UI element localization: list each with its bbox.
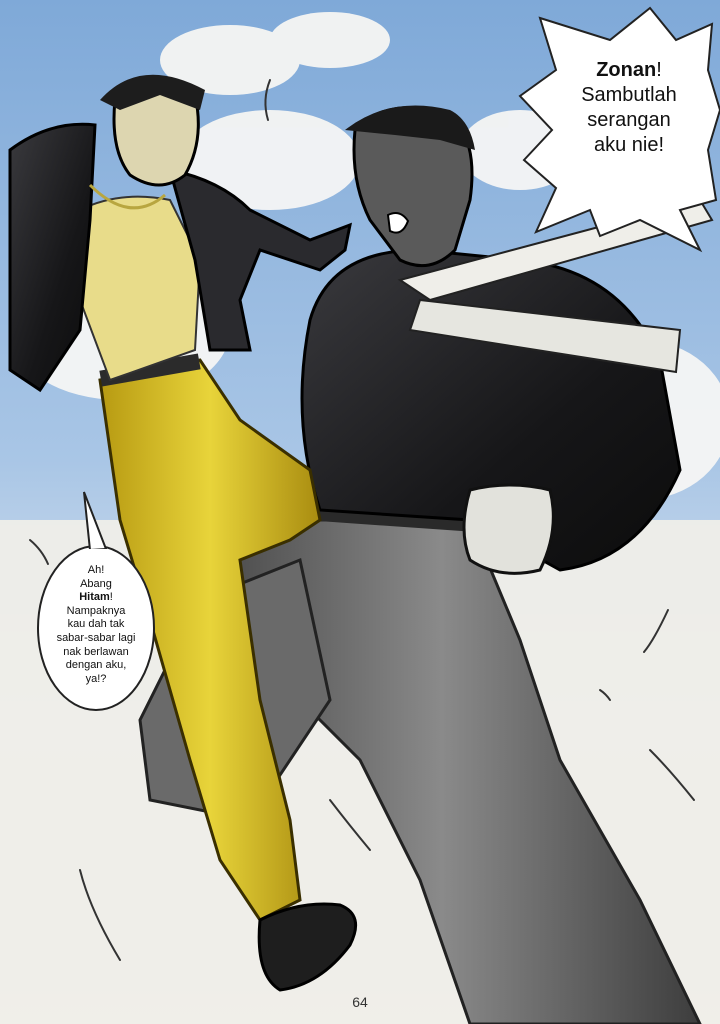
shout-bubble-text xyxy=(560,58,698,158)
shout-line-4: aku nie! xyxy=(593,134,665,156)
speech-name-hitam: Hitam xyxy=(79,591,110,604)
shout-line-1 xyxy=(560,58,698,83)
speech-line-3 xyxy=(44,591,148,605)
speech-line-4: Nampaknya xyxy=(66,604,126,617)
speech-line-2: Abang xyxy=(80,577,112,590)
speech-line-3-rest: ! xyxy=(109,591,113,604)
speech-line-5: kau dah tak xyxy=(67,618,125,631)
hitam-fist xyxy=(464,485,553,573)
speech-bubble-text xyxy=(44,564,148,686)
speech-line-1: Ah! xyxy=(87,564,105,576)
shout-line-3: serangan xyxy=(587,109,671,131)
speech-line-6: sabar-sabar lagi xyxy=(56,631,136,644)
speech-line-7: nak berlawan xyxy=(63,645,129,658)
page-number: 64 xyxy=(352,994,368,1010)
shout-line-1-rest: ! xyxy=(656,59,662,81)
speech-line-9: ya!? xyxy=(85,672,107,685)
shout-line-2: Sambutlah xyxy=(581,84,677,106)
speech-line-8: dengan aku, xyxy=(65,659,127,672)
shout-name-zonan: Zonan xyxy=(596,59,657,81)
